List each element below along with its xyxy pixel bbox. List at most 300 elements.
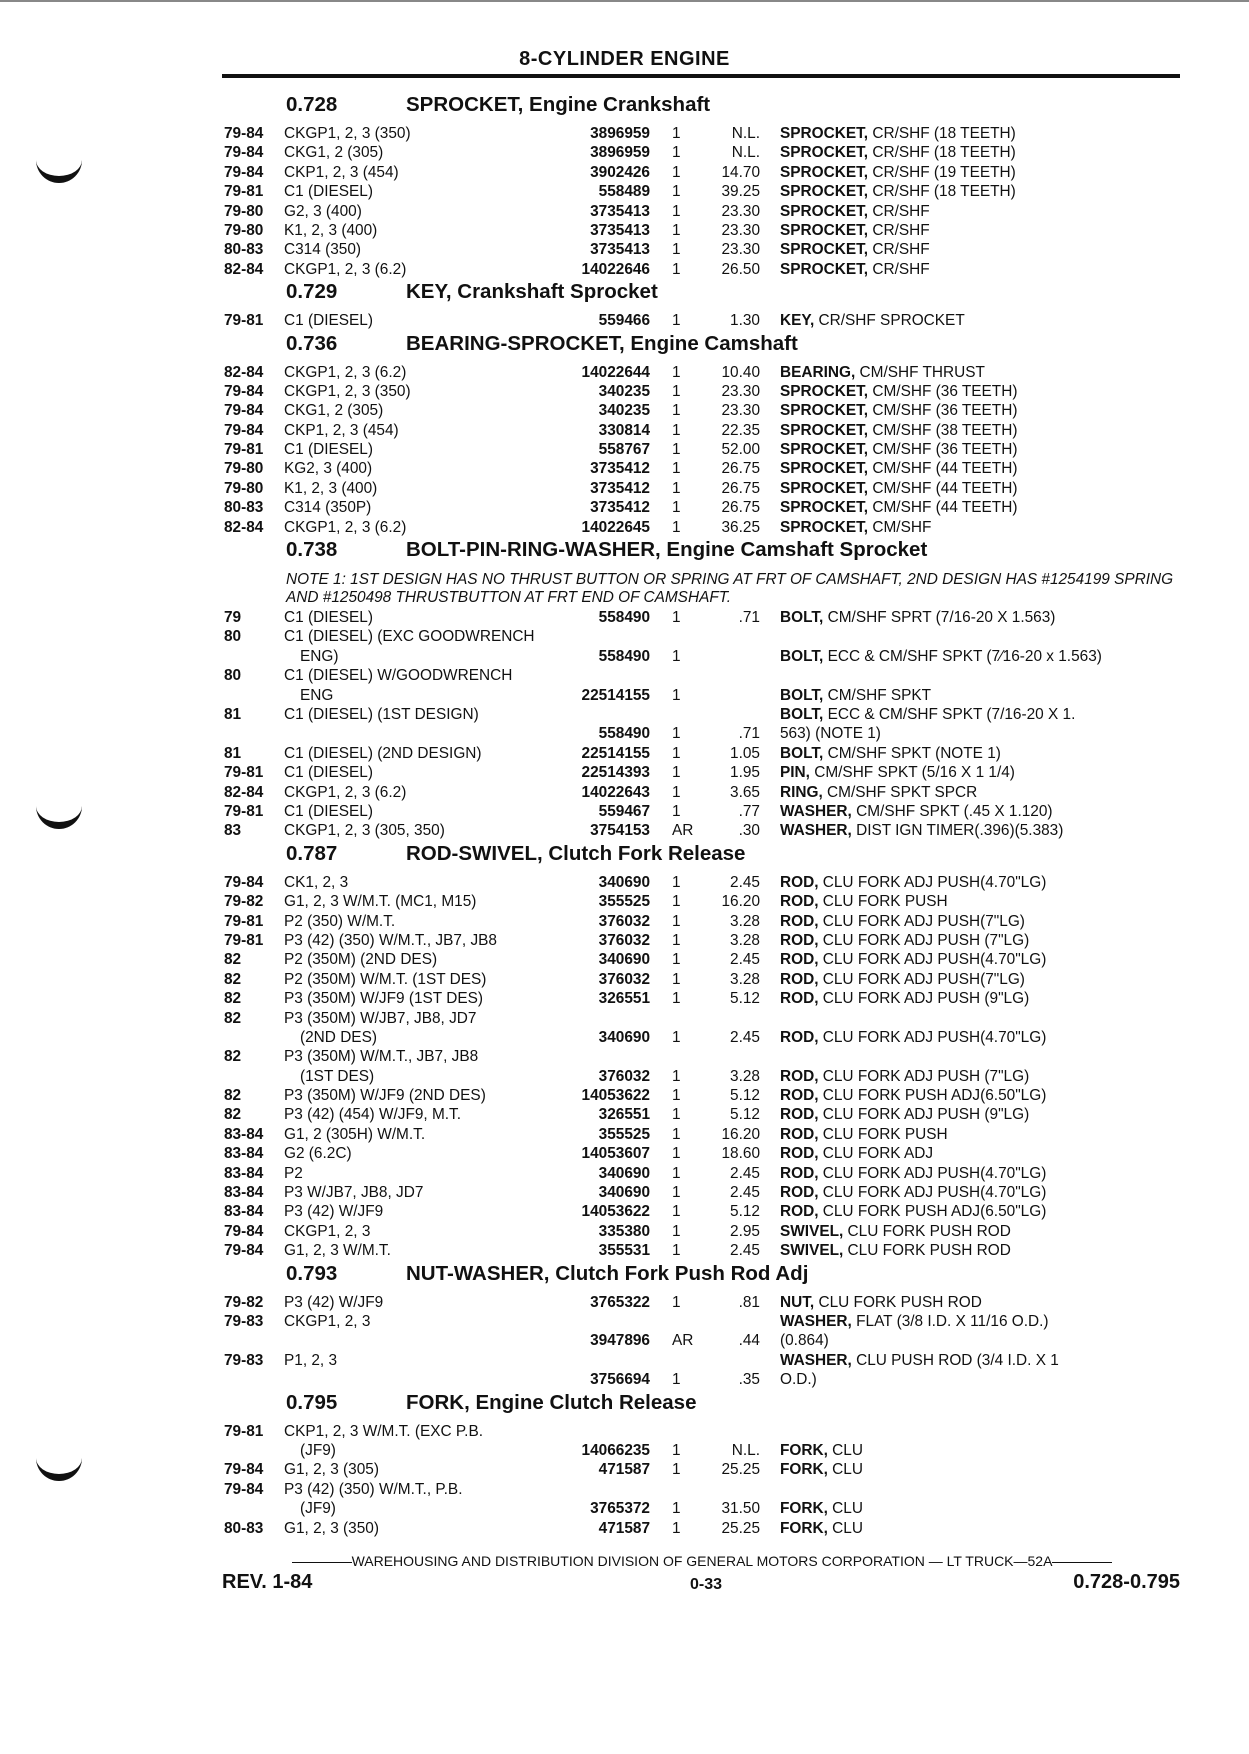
description-part-name: ROD, (780, 1125, 819, 1143)
price: 23.30 (721, 202, 760, 220)
application-text: C1 (DIESEL) W/GOODWRENCH (284, 667, 513, 685)
table-row (222, 821, 1182, 840)
price: 2.45 (730, 1242, 760, 1260)
model-years: 79-81 (224, 931, 264, 949)
description-text: CLU (827, 1519, 863, 1537)
part-number: 340690 (598, 873, 650, 891)
application-text: CKGP1, 2, 3 (284, 1222, 371, 1240)
application-text: G1, 2, 3 W/M.T. (284, 1242, 391, 1260)
part-number: 3896959 (590, 144, 650, 162)
description-part-name: ROD, (780, 912, 819, 930)
description-part-name: NUT, (780, 1293, 815, 1311)
part-number: 376032 (598, 931, 650, 949)
application (284, 1125, 556, 1144)
application (284, 382, 556, 401)
part-number: 22514155 (581, 744, 650, 762)
description-part-name: ROD, (780, 1203, 819, 1221)
quantity: 1 (672, 764, 681, 782)
price: 23.30 (721, 221, 760, 239)
price: 26.75 (721, 499, 760, 517)
description-text: CR/SHF (19 TEETH) (868, 163, 1016, 181)
section-title-text: FORK, Engine Clutch Release (406, 1390, 697, 1414)
model-years: 80-83 (224, 499, 264, 517)
quantity: 1 (672, 125, 681, 142)
price: N.L. (731, 144, 760, 162)
application-text: C1 (DIESEL) (284, 802, 373, 820)
section-heading (222, 1391, 1182, 1422)
description-part-name: BOLT, (780, 744, 824, 762)
part-number: 3735412 (590, 460, 650, 478)
part-number: 559467 (598, 802, 650, 820)
quantity: 1 (672, 725, 681, 743)
quantity: 1 (672, 1293, 681, 1311)
application-text: CKGP1, 2, 3 (6.2) (284, 260, 407, 278)
application-text: K1, 2, 3 (400) (284, 221, 378, 239)
application-text: P3 (42) W/JF9 (284, 1293, 384, 1311)
description (780, 479, 1182, 498)
part-number: 355531 (598, 1242, 650, 1260)
price: N.L. (731, 1441, 760, 1459)
description-text: CM/SHF (36 TEETH) (868, 382, 1018, 400)
table-row (222, 311, 1182, 330)
quantity: 1 (672, 183, 681, 201)
application (284, 744, 556, 763)
model-years: 79-81 (224, 312, 264, 330)
description-part-name: WASHER, (780, 822, 852, 840)
price: 2.45 (730, 873, 760, 891)
model-years: 79-83 (224, 1351, 264, 1369)
description-part-name: WASHER, (780, 1313, 852, 1330)
model-years: 82 (224, 1087, 242, 1105)
quantity: 1 (672, 1441, 681, 1459)
application-text: P2 (350) W/M.T. (284, 912, 396, 930)
model-years: 79-81 (224, 183, 264, 201)
quantity: 1 (672, 460, 681, 478)
table-row (222, 1009, 1182, 1048)
description-part-name: ROD, (780, 1184, 819, 1202)
model-years: 79-84 (224, 1242, 264, 1260)
description-part-name: FORK, (780, 1461, 828, 1479)
application-text: CKGP1, 2, 3 (350) (284, 125, 411, 142)
price: .77 (738, 802, 760, 820)
model-years: 82 (224, 1048, 242, 1066)
table-row (222, 744, 1182, 763)
description (780, 382, 1182, 401)
quantity: 1 (672, 802, 681, 820)
description-text: CM/SHF (44 TEETH) (868, 499, 1018, 517)
description-part-name: BOLT, (780, 647, 824, 665)
description-text: CM/SHF SPKT (NOTE 1) (823, 744, 1001, 762)
description-part-name: RING, (780, 783, 823, 801)
description (780, 1293, 1182, 1312)
description-text: CLU FORK ADJ PUSH (7"LG) (818, 931, 1030, 949)
model-years: 79-84 (224, 421, 264, 439)
part-number: 326551 (598, 1106, 650, 1124)
table-row (222, 1183, 1182, 1202)
description-text: CM/SHF (868, 518, 932, 536)
description-text: CLU FORK PUSH (818, 1125, 948, 1143)
price: 26.75 (721, 479, 760, 497)
description-part-name: ROD, (780, 970, 819, 988)
description-text: ECC & CM/SHF SPKT (7⁄16-20 x 1.563) (823, 647, 1102, 665)
quantity: 1 (672, 441, 681, 459)
application (284, 1422, 556, 1461)
part-number: 335380 (598, 1222, 650, 1240)
price: 14.70 (721, 163, 760, 181)
model-years: 79-84 (224, 1222, 264, 1240)
application-text: CKP1, 2, 3 W/M.T. (EXC P.B. (284, 1422, 483, 1440)
description-part-name: SPROCKET, (780, 125, 869, 142)
description (780, 124, 1182, 143)
part-number: 376032 (598, 912, 650, 930)
quantity: 1 (672, 163, 681, 181)
quantity: 1 (672, 421, 681, 439)
price: .71 (738, 609, 760, 627)
application-text: CKP1, 2, 3 (454) (284, 421, 399, 439)
description-text: CR/SHF (868, 202, 930, 220)
price: .71 (738, 725, 760, 743)
quantity: 1 (672, 1184, 681, 1202)
quantity: 1 (672, 783, 681, 801)
application (284, 311, 556, 330)
header-rule (222, 74, 1180, 78)
application-text: C314 (350P) (284, 499, 372, 517)
quantity: 1 (672, 744, 681, 762)
description-part-name: SPROCKET, (780, 144, 869, 162)
price: 2.45 (730, 1028, 760, 1046)
section-heading (222, 538, 1182, 569)
description-text-cont: O.D.) (780, 1371, 817, 1389)
section-code: 0.793 (286, 1261, 338, 1285)
model-years: 80-83 (224, 241, 264, 259)
application-text: CKGP1, 2, 3 (6.2) (284, 363, 407, 381)
price: 36.25 (721, 518, 760, 536)
description-part-name: ROD, (780, 931, 819, 949)
quantity: 1 (672, 479, 681, 497)
part-number: 3735413 (590, 221, 650, 239)
description (780, 459, 1182, 478)
quantity: 1 (672, 893, 681, 911)
price: 2.45 (730, 1164, 760, 1182)
part-number: 14022645 (581, 518, 650, 536)
quantity: 1 (672, 221, 681, 239)
application (284, 873, 556, 892)
part-number: 559466 (598, 312, 650, 330)
table-row (222, 873, 1182, 892)
application-text: P2 (350M) (2ND DES) (284, 951, 438, 969)
application (284, 518, 556, 537)
application-text: C1 (DIESEL) (EXC GOODWRENCH (284, 628, 535, 646)
price: 3.28 (730, 1067, 760, 1085)
application (284, 1183, 556, 1202)
application-text: P3 (42) W/JF9 (284, 1203, 384, 1221)
table-row (222, 421, 1182, 440)
part-number: 558489 (598, 183, 650, 201)
description-part-name: SPROCKET, (780, 163, 869, 181)
price: 16.20 (721, 1125, 760, 1143)
table-row (222, 950, 1182, 969)
description (780, 1028, 1182, 1047)
part-number: 3896959 (590, 125, 650, 142)
price: 23.30 (721, 402, 760, 420)
application-text: CK1, 2, 3 (284, 873, 349, 891)
description (780, 163, 1182, 182)
description-part-name: ROD, (780, 1106, 819, 1124)
part-number: 340690 (598, 951, 650, 969)
quantity: 1 (672, 873, 681, 891)
part-number: 558490 (598, 647, 650, 665)
application-text: P3 (42) (350) W/M.T., P.B. (284, 1480, 463, 1498)
part-number: 3735412 (590, 479, 650, 497)
application-text: KG2, 3 (400) (284, 460, 373, 478)
table-row (222, 363, 1182, 382)
quantity: 1 (672, 609, 681, 627)
section-heading (222, 842, 1182, 873)
model-years: 79-81 (224, 441, 264, 459)
description (780, 1202, 1182, 1221)
description-part-name: SPROCKET, (780, 221, 869, 239)
quantity: 1 (672, 1519, 681, 1537)
model-years: 82-84 (224, 363, 264, 381)
application-text: P3 (350M) W/JF9 (2ND DES) (284, 1087, 486, 1105)
table-row (222, 608, 1182, 627)
description (780, 1241, 1182, 1260)
section-code: 0.795 (286, 1390, 338, 1414)
table-row (222, 1086, 1182, 1105)
description-part-name: FORK, (780, 1519, 828, 1537)
application (284, 421, 556, 440)
application (284, 970, 556, 989)
description-part-name: SPROCKET, (780, 518, 869, 536)
model-years: 82 (224, 990, 242, 1008)
description (780, 1351, 1182, 1390)
part-number: 355525 (598, 1125, 650, 1143)
description-part-name: ROD, (780, 873, 819, 891)
application-text: C1 (DIESEL) (284, 183, 373, 201)
quantity: 1 (672, 1125, 681, 1143)
description (780, 518, 1182, 537)
description (780, 498, 1182, 517)
table-row (222, 1480, 1182, 1519)
application (284, 240, 556, 259)
description-text: CR/SHF (868, 260, 930, 278)
part-number: 3735413 (590, 202, 650, 220)
description (780, 440, 1182, 459)
section-title-text: ROD-SWIVEL, Clutch Fork Release (406, 841, 746, 865)
model-years: 83-84 (224, 1125, 264, 1143)
description (780, 950, 1182, 969)
description (780, 821, 1182, 840)
description-part-name: SPROCKET, (780, 402, 869, 420)
description-text: CLU FORK ADJ PUSH(4.70"LG) (818, 1164, 1047, 1182)
model-years: 81 (224, 706, 242, 724)
description-part-name: BOLT, (780, 609, 824, 627)
description-part-name: ROD, (780, 1028, 819, 1046)
application (284, 143, 556, 162)
description-part-name: SPROCKET, (780, 241, 869, 259)
quantity: 1 (672, 647, 681, 665)
description-text: CM/SHF (36 TEETH) (868, 441, 1018, 459)
application (284, 892, 556, 911)
table-row (222, 1202, 1182, 1221)
part-number: 340690 (598, 1028, 650, 1046)
description (780, 970, 1182, 989)
application (284, 401, 556, 420)
description-part-name: BOLT, (780, 686, 824, 704)
application (284, 821, 556, 840)
model-years: 79-81 (224, 764, 264, 782)
application (284, 1351, 556, 1370)
price: .30 (738, 822, 760, 840)
price: 39.25 (721, 183, 760, 201)
description-text: CM/SHF (36 TEETH) (868, 402, 1018, 420)
price: 5.12 (730, 1106, 760, 1124)
part-number: 471587 (598, 1461, 650, 1479)
part-number: 3735412 (590, 499, 650, 517)
price: 1.05 (730, 744, 760, 762)
description-part-name: BOLT, (780, 706, 824, 724)
footer-division-text: WAREHOUSING AND DISTRIBUTION DIVISION OF GENERAL MOTORS CORPORATION — LT TRUCK—52A (351, 1553, 1053, 1569)
price: 23.30 (721, 241, 760, 259)
description (780, 912, 1182, 931)
price: 18.60 (721, 1145, 760, 1163)
description-text: CM/SHF (44 TEETH) (868, 460, 1018, 478)
description-text: CLU FORK ADJ PUSH(4.70"LG) (818, 1184, 1047, 1202)
application-text: CKGP1, 2, 3 (305, 350) (284, 822, 445, 840)
application (284, 1144, 556, 1163)
application-text: P3 (42) (350) W/M.T., JB7, JB8 (284, 931, 497, 949)
part-number: 340690 (598, 1184, 650, 1202)
application (284, 763, 556, 782)
quantity: AR (672, 822, 694, 840)
description-text: CLU FORK PUSH ROD (814, 1293, 982, 1311)
price: 2.45 (730, 951, 760, 969)
application (284, 705, 556, 724)
description-text-cont: 563) (NOTE 1) (780, 725, 881, 743)
part-number: 355525 (598, 893, 650, 911)
description-part-name: SWIVEL, (780, 1242, 844, 1260)
description-part-name: ROD, (780, 893, 819, 911)
application-text: CKG1, 2 (305) (284, 402, 384, 420)
table-row (222, 479, 1182, 498)
application (284, 802, 556, 821)
top-edge-rule (0, 0, 1249, 2)
section-code: 0.787 (286, 841, 338, 865)
description (780, 686, 1182, 705)
table-row (222, 705, 1182, 744)
price: N.L. (731, 125, 760, 142)
description (780, 1067, 1182, 1086)
quantity: 1 (672, 241, 681, 259)
price: 52.00 (721, 441, 760, 459)
model-years: 83-84 (224, 1145, 264, 1163)
application-text: G1, 2 (305H) W/M.T. (284, 1125, 426, 1143)
footer-division (222, 1553, 1182, 1569)
description-part-name: WASHER, (780, 1351, 852, 1369)
model-years: 80 (224, 667, 242, 685)
application-text: CKGP1, 2, 3 (284, 1313, 371, 1330)
application (284, 163, 556, 182)
description-part-name: SPROCKET, (780, 202, 869, 220)
description-text: CLU (827, 1461, 863, 1479)
application-text-cont: ENG) (300, 647, 339, 665)
description (780, 647, 1182, 666)
model-years: 79-84 (224, 1461, 264, 1479)
application-text: CKGP1, 2, 3 (6.2) (284, 518, 407, 536)
model-years: 79-80 (224, 202, 264, 220)
application (284, 459, 556, 478)
quantity: 1 (672, 1222, 681, 1240)
part-number: 340235 (598, 402, 650, 420)
description (780, 202, 1182, 221)
description-text: CR/SHF (18 TEETH) (868, 183, 1016, 201)
description (780, 240, 1182, 259)
description-text: CLU FORK ADJ PUSH (9"LG) (818, 990, 1030, 1008)
quantity: 1 (672, 1371, 681, 1389)
description (780, 1144, 1182, 1163)
description-part-name: FORK, (780, 1500, 828, 1518)
footer-bar (1052, 1562, 1112, 1563)
price: 31.50 (721, 1500, 760, 1518)
description (780, 421, 1182, 440)
description-part-name: WASHER, (780, 802, 852, 820)
description-text: CM/SHF THRUST (855, 363, 985, 381)
description-text: CLU (827, 1441, 863, 1459)
model-years: 82 (224, 970, 242, 988)
description-text: CLU FORK PUSH ROD (843, 1242, 1011, 1260)
description-text: CR/SHF (18 TEETH) (868, 144, 1016, 162)
section-title-text: BOLT-PIN-RING-WASHER, Engine Camshaft Sprocket (406, 538, 928, 562)
description-text: CLU FORK PUSH ADJ(6.50"LG) (818, 1087, 1047, 1105)
description (780, 989, 1182, 1008)
quantity: 1 (672, 912, 681, 930)
part-number: 471587 (598, 1519, 650, 1537)
quantity: 1 (672, 312, 681, 330)
description-part-name: ROD, (780, 951, 819, 969)
price: 22.35 (721, 421, 760, 439)
description (780, 1460, 1182, 1479)
quantity: 1 (672, 499, 681, 517)
price: .35 (738, 1371, 760, 1389)
application-text: G1, 2, 3 (350) (284, 1519, 379, 1537)
table-row (222, 666, 1182, 705)
part-number: 14022643 (581, 783, 650, 801)
section-code: 0.728 (286, 93, 338, 116)
application (284, 479, 556, 498)
description-text: FLAT (3/8 I.D. X 11/16 O.D.) (851, 1313, 1049, 1330)
price: 5.12 (730, 1203, 760, 1221)
model-years: 79-81 (224, 802, 264, 820)
price: 2.95 (730, 1222, 760, 1240)
price: 2.45 (730, 1184, 760, 1202)
model-years: 80-83 (224, 1519, 264, 1537)
price: 25.25 (721, 1461, 760, 1479)
model-years: 82 (224, 1106, 242, 1124)
application (284, 1293, 556, 1312)
section-title-text: BEARING-SPROCKET, Engine Camshaft (406, 331, 798, 355)
description (780, 744, 1182, 763)
footer-bar (292, 1562, 352, 1563)
application (284, 363, 556, 382)
quantity: 1 (672, 951, 681, 969)
description-part-name: ROD, (780, 1145, 819, 1163)
part-number: 340690 (598, 1164, 650, 1182)
quantity: 1 (672, 1145, 681, 1163)
model-years: 82-84 (224, 260, 264, 278)
description (780, 260, 1182, 279)
model-years: 79-84 (224, 382, 264, 400)
description (780, 1312, 1182, 1351)
